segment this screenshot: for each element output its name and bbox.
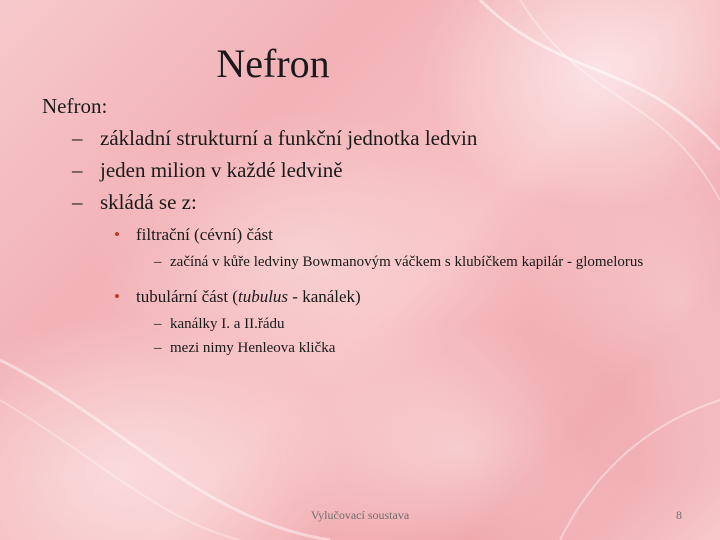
detail-text: začíná v kůře ledviny Bowmanovým váčkem s klubíčkem kapilár - glomelorus [170, 254, 644, 270]
dash-marker: – [154, 316, 162, 332]
sub-bullet-text: filtrační (cévní) část [136, 225, 273, 244]
point-text: skládá se z: [100, 190, 197, 214]
detail-item [154, 338, 674, 358]
label-end: - kanálek) [288, 287, 361, 306]
slide-body [42, 92, 682, 358]
dash-marker: – [72, 190, 83, 214]
sub-bullet-tubular [114, 286, 682, 308]
bullet-marker: • [114, 225, 120, 244]
point-item [72, 188, 682, 216]
point-item [72, 124, 682, 152]
point-text: základní strukturní a funkční jednotka ledvin [100, 126, 478, 150]
footer-text: Vylučovací soustava [310, 508, 410, 522]
bullet-marker: • [114, 287, 120, 306]
detail-text: kanálky I. a II.řádu [170, 316, 285, 332]
dash-marker: – [72, 158, 83, 182]
detail-item [154, 252, 674, 272]
intro-text: Nefron: [42, 94, 108, 118]
dash-marker: – [154, 340, 162, 356]
label-start: tubulární část ( [136, 287, 238, 306]
slide-title: Nefron [216, 41, 330, 86]
point-item [72, 156, 682, 184]
sub-bullet-text [136, 286, 361, 308]
point-text: jeden milion v každé ledvině [100, 158, 343, 182]
detail-text: mezi nimy Henleova klička [170, 340, 336, 356]
dash-marker: – [72, 126, 83, 150]
detail-item [154, 314, 674, 334]
sub-bullet-filtration [114, 224, 682, 246]
dash-marker: – [154, 254, 162, 270]
label-italic: tubulus [237, 287, 289, 306]
page-number: 8 [676, 508, 682, 522]
